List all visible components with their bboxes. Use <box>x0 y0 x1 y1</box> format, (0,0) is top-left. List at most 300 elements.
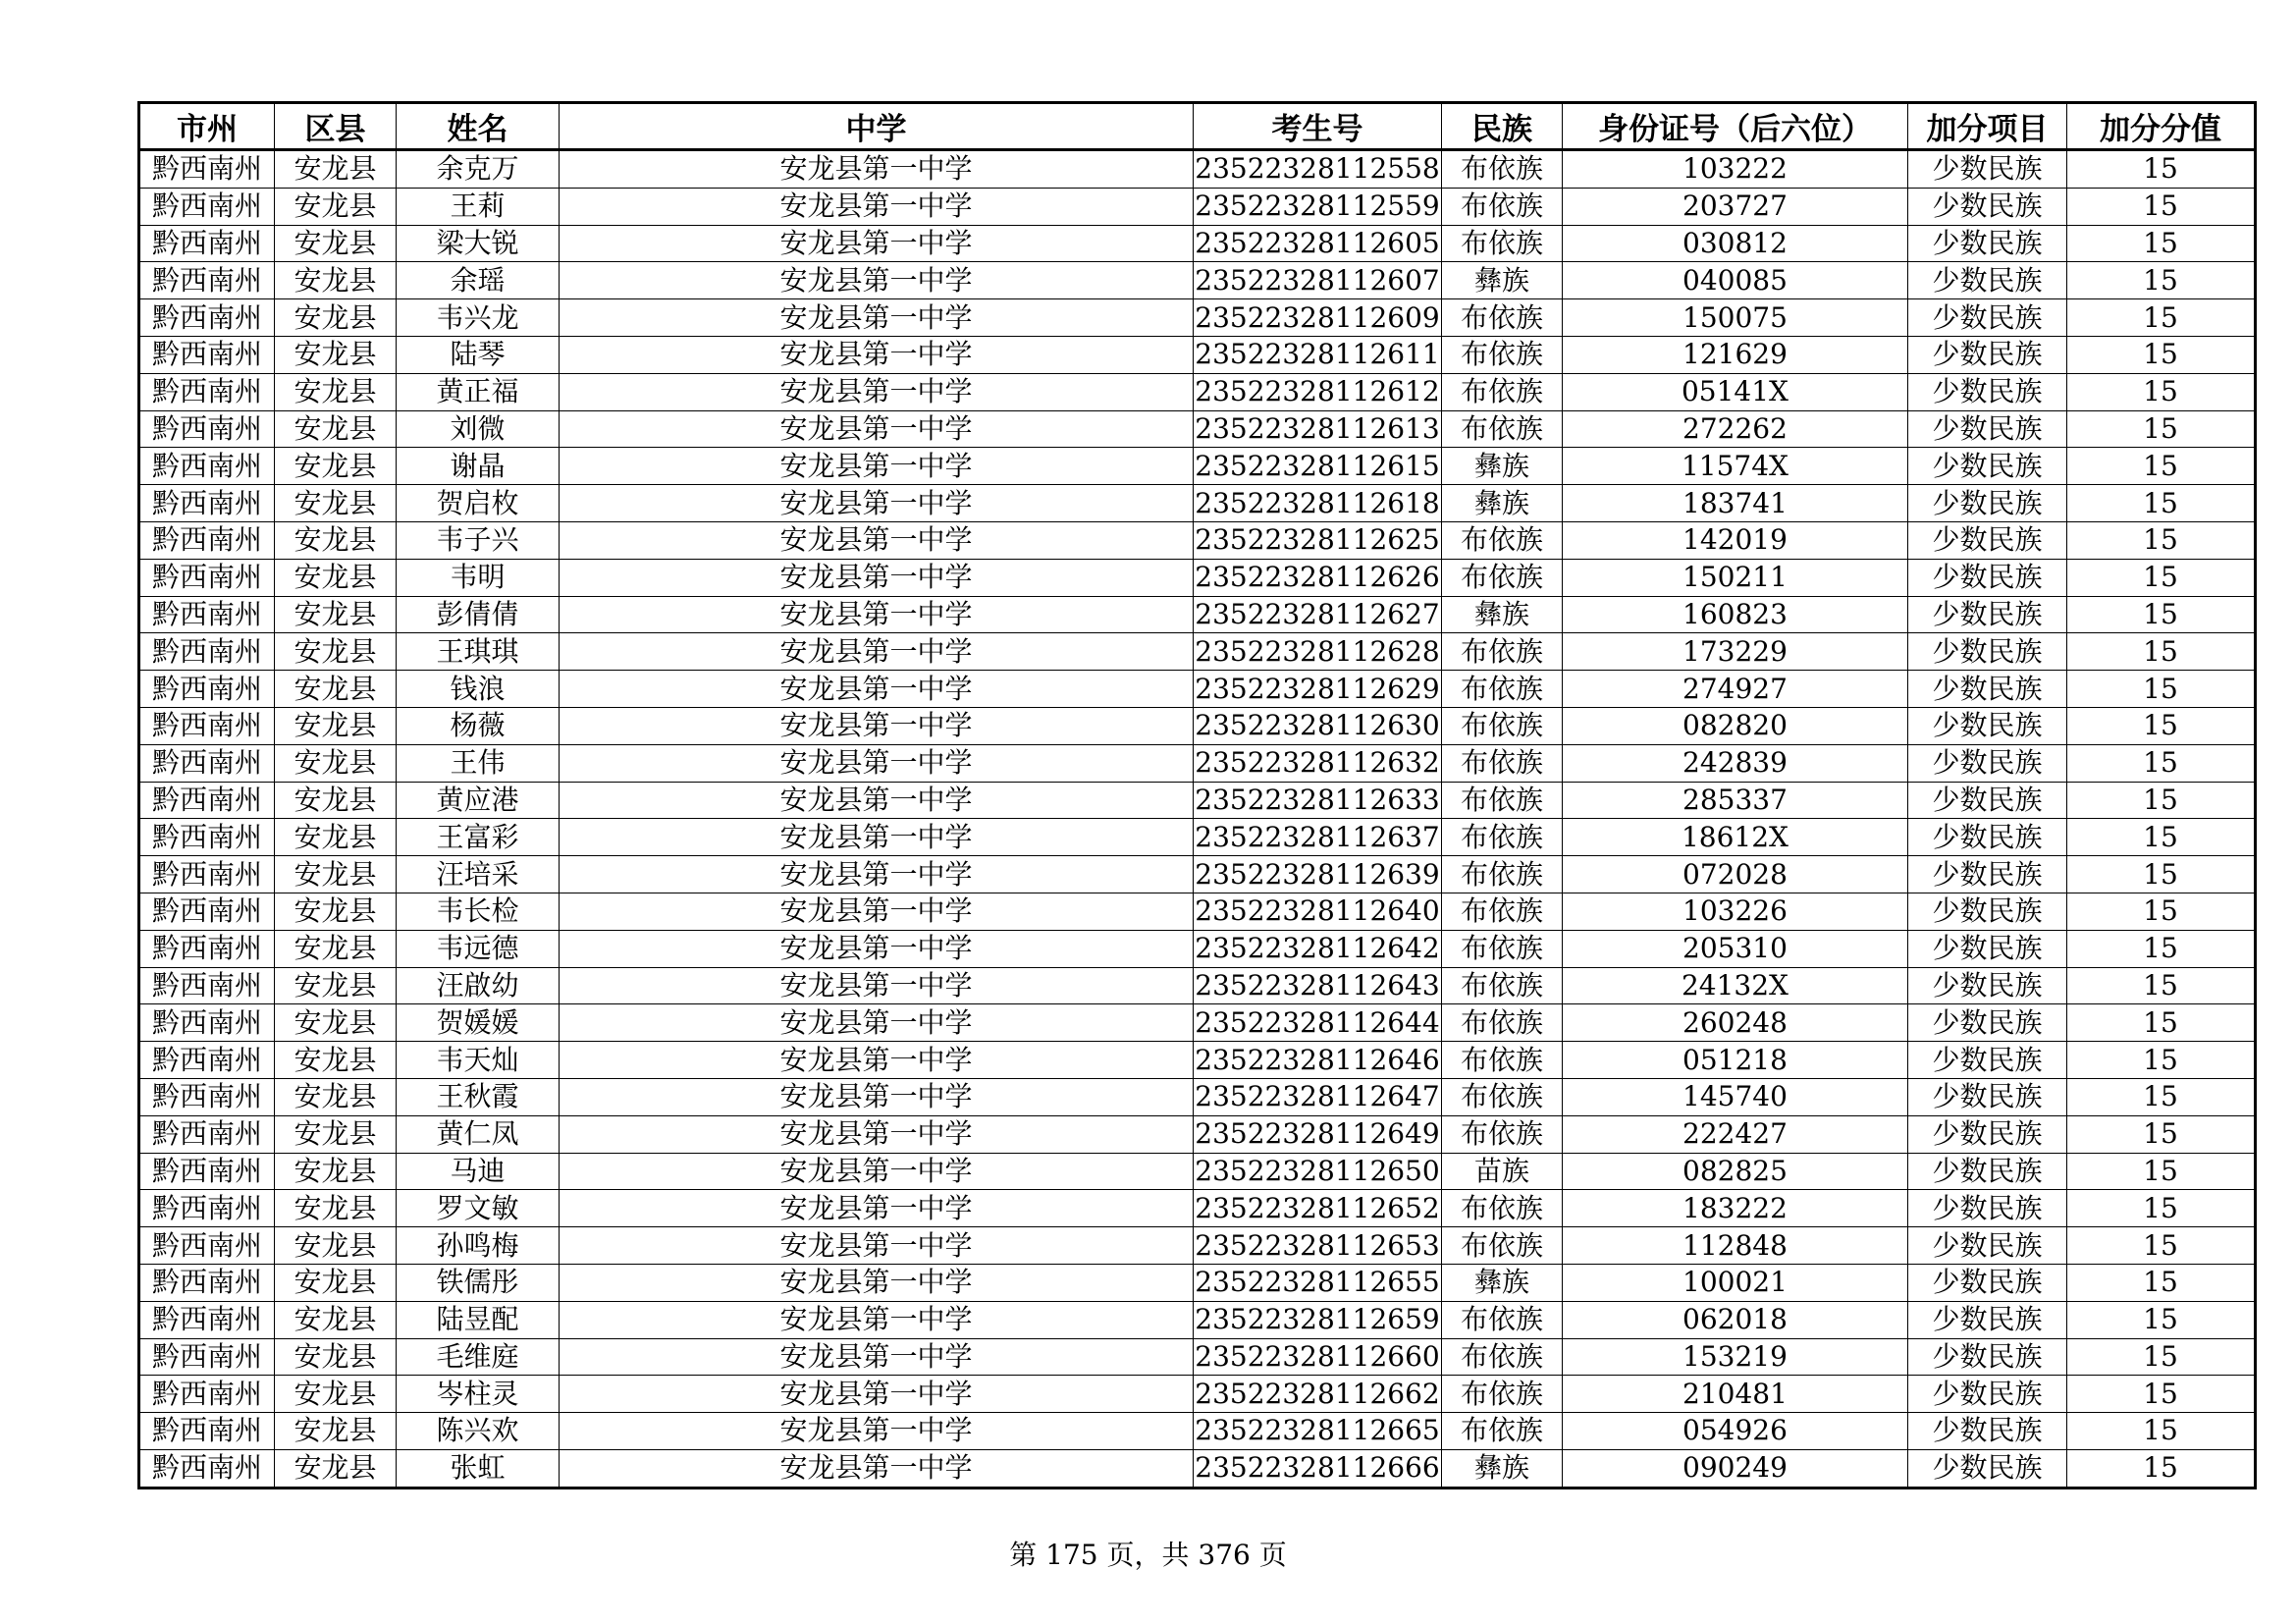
id-suffix-cell: 18612X <box>1563 819 1908 856</box>
school-cell: 安龙县第一中学 <box>560 1078 1194 1115</box>
name-cell: 余瑶 <box>397 262 560 299</box>
bonus-value-cell: 15 <box>2067 1338 2256 1376</box>
bonus-value-cell: 15 <box>2067 225 2256 262</box>
ethnicity-cell: 彝族 <box>1442 596 1563 633</box>
name-cell: 韦远德 <box>397 930 560 967</box>
county-cell: 安龙县 <box>275 1227 397 1265</box>
id-suffix-cell: 150075 <box>1563 299 1908 337</box>
city-cell: 黔西南州 <box>139 856 275 893</box>
table-row <box>139 930 2256 967</box>
ethnicity-cell: 布依族 <box>1442 1338 1563 1376</box>
id-suffix-cell: 203727 <box>1563 188 1908 225</box>
ethnicity-cell: 布依族 <box>1442 336 1563 373</box>
bonus-value-cell: 15 <box>2067 819 2256 856</box>
table-row <box>139 373 2256 410</box>
bonus-item-cell: 少数民族 <box>1908 410 2067 448</box>
id-suffix-cell: 173229 <box>1563 633 1908 671</box>
bonus-points-table <box>137 101 2257 1489</box>
name-cell: 韦明 <box>397 559 560 596</box>
bonus-item-cell: 少数民族 <box>1908 893 2067 930</box>
exam-number-cell: 23522328112662 <box>1194 1376 1442 1413</box>
bonus-value-cell: 15 <box>2067 410 2256 448</box>
school-cell: 安龙县第一中学 <box>560 893 1194 930</box>
name-cell: 刘微 <box>397 410 560 448</box>
exam-number-cell: 23522328112609 <box>1194 299 1442 337</box>
bonus-value-cell: 15 <box>2067 744 2256 782</box>
ethnicity-cell: 布依族 <box>1442 782 1563 819</box>
county-cell: 安龙县 <box>275 633 397 671</box>
id-suffix-cell: 285337 <box>1563 782 1908 819</box>
bonus-item-cell: 少数民族 <box>1908 150 2067 189</box>
exam-number-cell: 23522328112637 <box>1194 819 1442 856</box>
city-cell: 黔西南州 <box>139 893 275 930</box>
county-cell: 安龙县 <box>275 1115 397 1153</box>
school-cell: 安龙县第一中学 <box>560 856 1194 893</box>
school-cell: 安龙县第一中学 <box>560 671 1194 708</box>
ethnicity-cell: 布依族 <box>1442 1004 1563 1042</box>
id-suffix-cell: 072028 <box>1563 856 1908 893</box>
bonus-item-cell: 少数民族 <box>1908 707 2067 744</box>
name-cell: 韦长检 <box>397 893 560 930</box>
bonus-item-cell: 少数民族 <box>1908 262 2067 299</box>
bonus-item-cell: 少数民族 <box>1908 782 2067 819</box>
city-cell: 黔西南州 <box>139 150 275 189</box>
name-header: 姓名 <box>397 103 560 150</box>
county-cell: 安龙县 <box>275 819 397 856</box>
id-suffix-cell: 103226 <box>1563 893 1908 930</box>
bonus-item-cell: 少数民族 <box>1908 1004 2067 1042</box>
county-cell: 安龙县 <box>275 1449 397 1488</box>
ethnicity-cell: 布依族 <box>1442 521 1563 559</box>
table-row <box>139 1078 2256 1115</box>
id-suffix-cell: 260248 <box>1563 1004 1908 1042</box>
bonus-item-cell: 少数民族 <box>1908 1153 2067 1190</box>
table-row <box>139 150 2256 189</box>
bonus-item-cell: 少数民族 <box>1908 1449 2067 1488</box>
bonus-value-cell: 15 <box>2067 671 2256 708</box>
school-cell: 安龙县第一中学 <box>560 485 1194 522</box>
exam-number-cell: 23522328112659 <box>1194 1301 1442 1338</box>
school-cell: 安龙县第一中学 <box>560 410 1194 448</box>
city-cell: 黔西南州 <box>139 744 275 782</box>
ethnicity-cell: 布依族 <box>1442 188 1563 225</box>
id-suffix-cell: 242839 <box>1563 744 1908 782</box>
id-suffix-cell: 100021 <box>1563 1264 1908 1301</box>
exam-number-cell: 23522328112607 <box>1194 262 1442 299</box>
exam-number-cell: 23522328112559 <box>1194 188 1442 225</box>
name-cell: 毛维庭 <box>397 1338 560 1376</box>
bonus-item-cell: 少数民族 <box>1908 744 2067 782</box>
exam-number-cell: 23522328112605 <box>1194 225 1442 262</box>
bonus-item-cell: 少数民族 <box>1908 1413 2067 1450</box>
exam-number-cell: 23522328112643 <box>1194 967 1442 1004</box>
ethnicity-cell: 布依族 <box>1442 744 1563 782</box>
name-cell: 韦子兴 <box>397 521 560 559</box>
ethnicity-cell: 布依族 <box>1442 856 1563 893</box>
bonus-item-cell: 少数民族 <box>1908 596 2067 633</box>
table-row <box>139 782 2256 819</box>
bonus-item-header: 加分项目 <box>1908 103 2067 150</box>
exam-number-cell: 23522328112649 <box>1194 1115 1442 1153</box>
ethnicity-cell: 布依族 <box>1442 1301 1563 1338</box>
county-cell: 安龙县 <box>275 1078 397 1115</box>
table-row <box>139 225 2256 262</box>
name-cell: 谢晶 <box>397 448 560 485</box>
id-suffix-cell: 040085 <box>1563 262 1908 299</box>
school-cell: 安龙县第一中学 <box>560 188 1194 225</box>
bonus-item-cell: 少数民族 <box>1908 1190 2067 1227</box>
id-suffix-cell: 150211 <box>1563 559 1908 596</box>
county-cell: 安龙县 <box>275 1190 397 1227</box>
school-cell: 安龙县第一中学 <box>560 559 1194 596</box>
city-header: 市州 <box>139 103 275 150</box>
ethnicity-cell: 布依族 <box>1442 1190 1563 1227</box>
name-cell: 贺媛媛 <box>397 1004 560 1042</box>
school-cell: 安龙县第一中学 <box>560 930 1194 967</box>
name-cell: 马迪 <box>397 1153 560 1190</box>
county-cell: 安龙县 <box>275 1338 397 1376</box>
exam-number-cell: 23522328112618 <box>1194 485 1442 522</box>
id-suffix-cell: 054926 <box>1563 1413 1908 1450</box>
school-cell: 安龙县第一中学 <box>560 1004 1194 1042</box>
city-cell: 黔西南州 <box>139 559 275 596</box>
id-suffix-cell: 183222 <box>1563 1190 1908 1227</box>
school-cell: 安龙县第一中学 <box>560 1190 1194 1227</box>
exam-number-cell: 23522328112611 <box>1194 336 1442 373</box>
county-cell: 安龙县 <box>275 1376 397 1413</box>
bonus-item-cell: 少数民族 <box>1908 1227 2067 1265</box>
table-body <box>139 150 2256 1489</box>
name-cell: 罗文敏 <box>397 1190 560 1227</box>
county-cell: 安龙县 <box>275 262 397 299</box>
name-cell: 梁大锐 <box>397 225 560 262</box>
table-row <box>139 1004 2256 1042</box>
county-cell: 安龙县 <box>275 1004 397 1042</box>
school-cell: 安龙县第一中学 <box>560 1376 1194 1413</box>
bonus-item-cell: 少数民族 <box>1908 856 2067 893</box>
bonus-value-cell: 15 <box>2067 707 2256 744</box>
county-cell: 安龙县 <box>275 893 397 930</box>
county-cell: 安龙县 <box>275 744 397 782</box>
city-cell: 黔西南州 <box>139 448 275 485</box>
name-cell: 杨薇 <box>397 707 560 744</box>
school-cell: 安龙县第一中学 <box>560 596 1194 633</box>
id-suffix-cell: 11574X <box>1563 448 1908 485</box>
city-cell: 黔西南州 <box>139 1376 275 1413</box>
city-cell: 黔西南州 <box>139 1338 275 1376</box>
bonus-item-cell: 少数民族 <box>1908 485 2067 522</box>
exam-number-cell: 23522328112612 <box>1194 373 1442 410</box>
id-suffix-cell: 062018 <box>1563 1301 1908 1338</box>
city-cell: 黔西南州 <box>139 485 275 522</box>
exam-number-cell: 23522328112639 <box>1194 856 1442 893</box>
exam-number-header: 考生号 <box>1194 103 1442 150</box>
ethnicity-cell: 布依族 <box>1442 1078 1563 1115</box>
city-cell: 黔西南州 <box>139 410 275 448</box>
bonus-item-cell: 少数民族 <box>1908 633 2067 671</box>
bonus-value-cell: 15 <box>2067 856 2256 893</box>
school-cell: 安龙县第一中学 <box>560 707 1194 744</box>
name-cell: 汪培采 <box>397 856 560 893</box>
school-cell: 安龙县第一中学 <box>560 448 1194 485</box>
table-row <box>139 744 2256 782</box>
exam-number-cell: 23522328112558 <box>1194 150 1442 189</box>
ethnicity-cell: 布依族 <box>1442 819 1563 856</box>
bonus-item-cell: 少数民族 <box>1908 1376 2067 1413</box>
id-suffix-cell: 24132X <box>1563 967 1908 1004</box>
exam-number-cell: 23522328112650 <box>1194 1153 1442 1190</box>
bonus-value-cell: 15 <box>2067 1042 2256 1079</box>
ethnicity-cell: 布依族 <box>1442 633 1563 671</box>
table-row <box>139 299 2256 337</box>
city-cell: 黔西南州 <box>139 1078 275 1115</box>
city-cell: 黔西南州 <box>139 930 275 967</box>
bonus-item-cell: 少数民族 <box>1908 373 2067 410</box>
city-cell: 黔西南州 <box>139 819 275 856</box>
bonus-value-header: 加分分值 <box>2067 103 2256 150</box>
bonus-item-cell: 少数民族 <box>1908 299 2067 337</box>
table-row <box>139 559 2256 596</box>
school-cell: 安龙县第一中学 <box>560 744 1194 782</box>
id-suffix-cell: 112848 <box>1563 1227 1908 1265</box>
table-row <box>139 188 2256 225</box>
bonus-item-cell: 少数民族 <box>1908 1115 2067 1153</box>
school-cell: 安龙县第一中学 <box>560 1449 1194 1488</box>
bonus-item-cell: 少数民族 <box>1908 819 2067 856</box>
county-cell: 安龙县 <box>275 596 397 633</box>
ethnicity-cell: 布依族 <box>1442 893 1563 930</box>
table-row <box>139 410 2256 448</box>
id-suffix-cell: 153219 <box>1563 1338 1908 1376</box>
exam-number-cell: 23522328112625 <box>1194 521 1442 559</box>
county-cell: 安龙县 <box>275 782 397 819</box>
name-cell: 铁儒彤 <box>397 1264 560 1301</box>
exam-number-cell: 23522328112633 <box>1194 782 1442 819</box>
county-cell: 安龙县 <box>275 485 397 522</box>
bonus-item-cell: 少数民族 <box>1908 930 2067 967</box>
table-row <box>139 1115 2256 1153</box>
ethnicity-cell: 布依族 <box>1442 671 1563 708</box>
school-cell: 安龙县第一中学 <box>560 1413 1194 1450</box>
school-cell: 安龙县第一中学 <box>560 336 1194 373</box>
county-cell: 安龙县 <box>275 225 397 262</box>
exam-number-cell: 23522328112627 <box>1194 596 1442 633</box>
county-cell: 安龙县 <box>275 707 397 744</box>
city-cell: 黔西南州 <box>139 1115 275 1153</box>
city-cell: 黔西南州 <box>139 1413 275 1450</box>
county-cell: 安龙县 <box>275 299 397 337</box>
table-row <box>139 596 2256 633</box>
city-cell: 黔西南州 <box>139 1264 275 1301</box>
county-cell: 安龙县 <box>275 671 397 708</box>
city-cell: 黔西南州 <box>139 373 275 410</box>
school-cell: 安龙县第一中学 <box>560 967 1194 1004</box>
id-suffix-cell: 051218 <box>1563 1042 1908 1079</box>
ethnicity-cell: 布依族 <box>1442 1042 1563 1079</box>
name-cell: 贺启枚 <box>397 485 560 522</box>
table-row <box>139 1338 2256 1376</box>
table-row <box>139 633 2256 671</box>
name-cell: 孙鸣梅 <box>397 1227 560 1265</box>
exam-number-cell: 23522328112647 <box>1194 1078 1442 1115</box>
school-cell: 安龙县第一中学 <box>560 782 1194 819</box>
school-cell: 安龙县第一中学 <box>560 819 1194 856</box>
ethnicity-cell: 布依族 <box>1442 410 1563 448</box>
exam-number-cell: 23522328112629 <box>1194 671 1442 708</box>
county-cell: 安龙县 <box>275 1413 397 1450</box>
bonus-item-cell: 少数民族 <box>1908 336 2067 373</box>
city-cell: 黔西南州 <box>139 1449 275 1488</box>
name-cell: 钱浪 <box>397 671 560 708</box>
bonus-item-cell: 少数民族 <box>1908 671 2067 708</box>
county-cell: 安龙县 <box>275 373 397 410</box>
name-cell: 韦兴龙 <box>397 299 560 337</box>
exam-number-cell: 23522328112660 <box>1194 1338 1442 1376</box>
bonus-item-cell: 少数民族 <box>1908 1338 2067 1376</box>
city-cell: 黔西南州 <box>139 1301 275 1338</box>
bonus-value-cell: 15 <box>2067 1264 2256 1301</box>
table-row <box>139 671 2256 708</box>
city-cell: 黔西南州 <box>139 967 275 1004</box>
name-cell: 张虹 <box>397 1449 560 1488</box>
bonus-item-cell: 少数民族 <box>1908 188 2067 225</box>
city-cell: 黔西南州 <box>139 782 275 819</box>
bonus-value-cell: 15 <box>2067 1153 2256 1190</box>
ethnicity-cell: 布依族 <box>1442 299 1563 337</box>
bonus-value-cell: 15 <box>2067 1227 2256 1265</box>
name-cell: 黄仁凤 <box>397 1115 560 1153</box>
bonus-value-cell: 15 <box>2067 596 2256 633</box>
table-row <box>139 967 2256 1004</box>
school-cell: 安龙县第一中学 <box>560 1338 1194 1376</box>
name-cell: 王秋霞 <box>397 1078 560 1115</box>
bonus-value-cell: 15 <box>2067 1190 2256 1227</box>
exam-number-cell: 23522328112652 <box>1194 1190 1442 1227</box>
name-cell: 汪啟幼 <box>397 967 560 1004</box>
school-cell: 安龙县第一中学 <box>560 373 1194 410</box>
name-cell: 余克万 <box>397 150 560 189</box>
bonus-value-cell: 15 <box>2067 930 2256 967</box>
bonus-value-cell: 15 <box>2067 262 2256 299</box>
school-cell: 安龙县第一中学 <box>560 1153 1194 1190</box>
exam-number-cell: 23522328112646 <box>1194 1042 1442 1079</box>
table-row <box>139 1301 2256 1338</box>
name-cell: 王琪琪 <box>397 633 560 671</box>
county-cell: 安龙县 <box>275 410 397 448</box>
table-row <box>139 1190 2256 1227</box>
id-suffix-header: 身份证号（后六位） <box>1563 103 1908 150</box>
school-cell: 安龙县第一中学 <box>560 150 1194 189</box>
id-suffix-cell: 121629 <box>1563 336 1908 373</box>
county-cell: 安龙县 <box>275 1153 397 1190</box>
exam-number-cell: 23522328112630 <box>1194 707 1442 744</box>
ethnicity-cell: 布依族 <box>1442 373 1563 410</box>
school-header: 中学 <box>560 103 1194 150</box>
bonus-item-cell: 少数民族 <box>1908 1042 2067 1079</box>
ethnicity-cell: 彝族 <box>1442 262 1563 299</box>
bonus-value-cell: 15 <box>2067 1301 2256 1338</box>
county-cell: 安龙县 <box>275 559 397 596</box>
id-suffix-cell: 160823 <box>1563 596 1908 633</box>
bonus-value-cell: 15 <box>2067 1115 2256 1153</box>
name-cell: 彭倩倩 <box>397 596 560 633</box>
table-row <box>139 1264 2256 1301</box>
table-row <box>139 448 2256 485</box>
table-row <box>139 1376 2256 1413</box>
bonus-value-cell: 15 <box>2067 1078 2256 1115</box>
bonus-item-cell: 少数民族 <box>1908 559 2067 596</box>
name-cell: 王伟 <box>397 744 560 782</box>
name-cell: 陈兴欢 <box>397 1413 560 1450</box>
exam-number-cell: 23522328112642 <box>1194 930 1442 967</box>
id-suffix-cell: 145740 <box>1563 1078 1908 1115</box>
county-cell: 安龙县 <box>275 1301 397 1338</box>
county-header: 区县 <box>275 103 397 150</box>
name-cell: 陆琴 <box>397 336 560 373</box>
exam-number-cell: 23522328112665 <box>1194 1413 1442 1450</box>
id-suffix-cell: 103222 <box>1563 150 1908 189</box>
id-suffix-cell: 210481 <box>1563 1376 1908 1413</box>
bonus-value-cell: 15 <box>2067 336 2256 373</box>
table-row <box>139 1227 2256 1265</box>
name-cell: 黄应港 <box>397 782 560 819</box>
county-cell: 安龙县 <box>275 188 397 225</box>
ethnicity-cell: 布依族 <box>1442 1376 1563 1413</box>
exam-number-cell: 23522328112644 <box>1194 1004 1442 1042</box>
id-suffix-cell: 205310 <box>1563 930 1908 967</box>
bonus-value-cell: 15 <box>2067 1449 2256 1488</box>
table-row <box>139 819 2256 856</box>
city-cell: 黔西南州 <box>139 521 275 559</box>
exam-number-cell: 23522328112626 <box>1194 559 1442 596</box>
id-suffix-cell: 272262 <box>1563 410 1908 448</box>
ethnicity-cell: 彝族 <box>1442 448 1563 485</box>
table-row <box>139 1042 2256 1079</box>
ethnicity-cell: 布依族 <box>1442 1227 1563 1265</box>
exam-number-cell: 23522328112666 <box>1194 1449 1442 1488</box>
name-cell: 王富彩 <box>397 819 560 856</box>
id-suffix-cell: 274927 <box>1563 671 1908 708</box>
bonus-value-cell: 15 <box>2067 150 2256 189</box>
id-suffix-cell: 082825 <box>1563 1153 1908 1190</box>
ethnicity-cell: 彝族 <box>1442 1449 1563 1488</box>
city-cell: 黔西南州 <box>139 188 275 225</box>
bonus-value-cell: 15 <box>2067 521 2256 559</box>
ethnicity-cell: 彝族 <box>1442 485 1563 522</box>
table-row <box>139 1449 2256 1488</box>
exam-number-cell: 23522328112615 <box>1194 448 1442 485</box>
bonus-item-cell: 少数民族 <box>1908 521 2067 559</box>
city-cell: 黔西南州 <box>139 1042 275 1079</box>
bonus-item-cell: 少数民族 <box>1908 1264 2067 1301</box>
id-suffix-cell: 082820 <box>1563 707 1908 744</box>
id-suffix-cell: 05141X <box>1563 373 1908 410</box>
city-cell: 黔西南州 <box>139 1004 275 1042</box>
ethnicity-cell: 布依族 <box>1442 967 1563 1004</box>
bonus-value-cell: 15 <box>2067 967 2256 1004</box>
id-suffix-cell: 030812 <box>1563 225 1908 262</box>
table-row <box>139 262 2256 299</box>
school-cell: 安龙县第一中学 <box>560 1115 1194 1153</box>
city-cell: 黔西南州 <box>139 225 275 262</box>
table-row <box>139 1153 2256 1190</box>
school-cell: 安龙县第一中学 <box>560 633 1194 671</box>
exam-number-cell: 23522328112640 <box>1194 893 1442 930</box>
table-header <box>139 103 2256 150</box>
bonus-item-cell: 少数民族 <box>1908 1301 2067 1338</box>
school-cell: 安龙县第一中学 <box>560 1301 1194 1338</box>
table-row <box>139 893 2256 930</box>
